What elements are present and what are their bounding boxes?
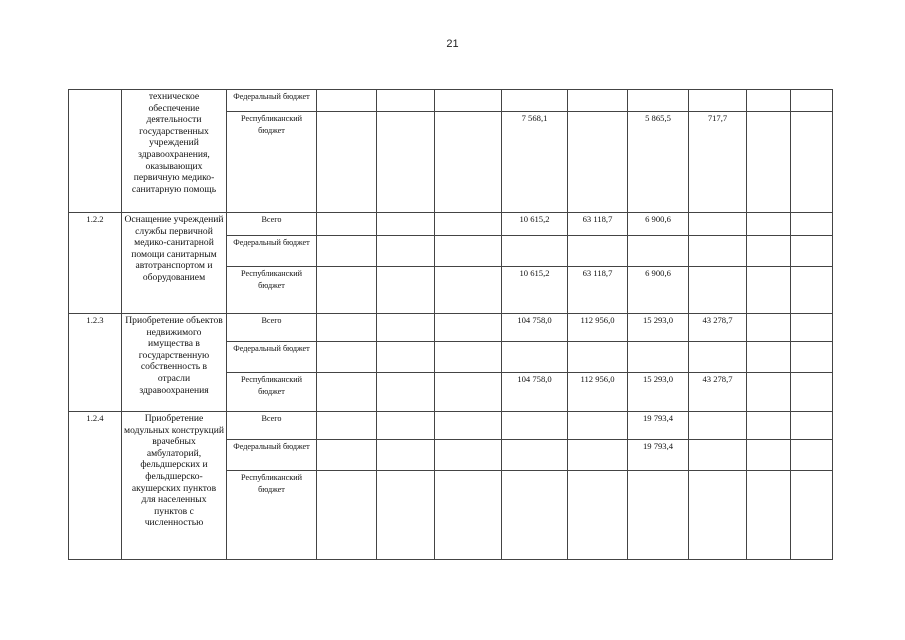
table-row <box>69 412 833 440</box>
value-cell <box>791 112 833 213</box>
value-cell <box>628 342 689 373</box>
value-cell <box>689 471 747 560</box>
value-cell <box>747 112 791 213</box>
value-cell: 104 758,0 <box>502 373 568 412</box>
item-code: 1.2.3 <box>69 314 122 412</box>
value-cell <box>502 342 568 373</box>
value-cell <box>435 440 502 471</box>
value-cell <box>502 236 568 267</box>
value-cell <box>568 236 628 267</box>
value-cell <box>791 213 833 236</box>
funding-source: Федеральный бюджет <box>227 342 317 373</box>
value-cell <box>377 213 435 236</box>
value-cell <box>377 342 435 373</box>
value-cell <box>317 213 377 236</box>
value-cell <box>628 471 689 560</box>
value-cell: 6 900,6 <box>628 267 689 314</box>
value-cell <box>317 90 377 112</box>
value-cell <box>377 236 435 267</box>
value-cell <box>435 267 502 314</box>
value-cell: 10 615,2 <box>502 213 568 236</box>
value-cell: 6 900,6 <box>628 213 689 236</box>
value-cell: 10 615,2 <box>502 267 568 314</box>
page-number: 21 <box>446 38 459 50</box>
value-cell <box>502 90 568 112</box>
value-cell <box>317 314 377 342</box>
value-cell <box>791 471 833 560</box>
funding-source: Федеральный бюджет <box>227 90 317 112</box>
value-cell: 5 865,5 <box>628 112 689 213</box>
value-cell <box>791 90 833 112</box>
value-cell <box>435 342 502 373</box>
value-cell <box>435 236 502 267</box>
value-cell <box>791 373 833 412</box>
table-row <box>69 90 833 112</box>
item-name: Приобретение объектов недвижимого имущества в государственную собственность в отрасли здравоохранения <box>122 314 227 412</box>
value-cell <box>377 471 435 560</box>
value-cell: 104 758,0 <box>502 314 568 342</box>
value-cell <box>689 342 747 373</box>
value-cell <box>502 412 568 440</box>
item-code: 1.2.2 <box>69 213 122 314</box>
value-cell: 63 118,7 <box>568 267 628 314</box>
budget-table <box>68 89 833 560</box>
value-cell <box>747 314 791 342</box>
value-cell <box>435 314 502 342</box>
value-cell <box>747 213 791 236</box>
item-name: техническое обеспечение деятельности государственных учреждений здравоохранения, оказывающих первичную медико-санитарную помощь <box>122 90 227 213</box>
value-cell <box>568 112 628 213</box>
item-code: 1.2.4 <box>69 412 122 560</box>
value-cell: 43 278,7 <box>689 314 747 342</box>
value-cell: 112 956,0 <box>568 373 628 412</box>
value-cell: 7 568,1 <box>502 112 568 213</box>
value-cell <box>317 471 377 560</box>
value-cell <box>689 213 747 236</box>
value-cell <box>435 373 502 412</box>
value-cell <box>747 471 791 560</box>
funding-source: Республиканский бюджет <box>227 112 317 213</box>
funding-source: Всего <box>227 213 317 236</box>
value-cell <box>568 90 628 112</box>
value-cell <box>435 471 502 560</box>
value-cell <box>568 412 628 440</box>
value-cell <box>791 440 833 471</box>
value-cell <box>317 267 377 314</box>
value-cell: 63 118,7 <box>568 213 628 236</box>
value-cell <box>747 267 791 314</box>
value-cell <box>791 342 833 373</box>
value-cell: 717,7 <box>689 112 747 213</box>
value-cell <box>435 412 502 440</box>
funding-source: Всего <box>227 412 317 440</box>
funding-source: Федеральный бюджет <box>227 236 317 267</box>
value-cell <box>747 236 791 267</box>
value-cell <box>689 90 747 112</box>
value-cell <box>377 373 435 412</box>
table-row <box>69 213 833 236</box>
value-cell: 15 293,0 <box>628 373 689 412</box>
value-cell <box>435 213 502 236</box>
value-cell <box>377 112 435 213</box>
value-cell <box>628 90 689 112</box>
value-cell <box>791 267 833 314</box>
value-cell <box>568 471 628 560</box>
value-cell <box>435 112 502 213</box>
item-name: Приобретение модульных конструкций врачебных амбулаторий, фельдшерских и фельдшерско-акушерских пунктов для населенных пунктов с численностью <box>122 412 227 560</box>
item-name: Оснащение учреждений службы первичной медико-санитарной помощи санитарным автотранспортом и оборудованием <box>122 213 227 314</box>
value-cell <box>747 373 791 412</box>
value-cell <box>377 267 435 314</box>
value-cell <box>791 412 833 440</box>
value-cell <box>689 236 747 267</box>
value-cell <box>791 236 833 267</box>
value-cell: 15 293,0 <box>628 314 689 342</box>
value-cell <box>317 412 377 440</box>
value-cell <box>747 412 791 440</box>
funding-source: Федеральный бюджет <box>227 440 317 471</box>
funding-source: Республиканский бюджет <box>227 373 317 412</box>
value-cell <box>502 440 568 471</box>
value-cell <box>435 90 502 112</box>
value-cell: 19 793,4 <box>628 440 689 471</box>
value-cell: 19 793,4 <box>628 412 689 440</box>
value-cell: 43 278,7 <box>689 373 747 412</box>
value-cell <box>377 90 435 112</box>
funding-source: Всего <box>227 314 317 342</box>
value-cell <box>317 342 377 373</box>
value-cell <box>568 440 628 471</box>
value-cell <box>689 267 747 314</box>
value-cell <box>791 314 833 342</box>
value-cell <box>747 342 791 373</box>
value-cell <box>377 440 435 471</box>
value-cell <box>317 373 377 412</box>
value-cell: 112 956,0 <box>568 314 628 342</box>
value-cell <box>568 342 628 373</box>
value-cell <box>628 236 689 267</box>
value-cell <box>317 440 377 471</box>
funding-source: Республиканский бюджет <box>227 267 317 314</box>
value-cell <box>377 412 435 440</box>
value-cell <box>747 90 791 112</box>
value-cell <box>377 314 435 342</box>
value-cell <box>317 236 377 267</box>
value-cell <box>689 412 747 440</box>
value-cell <box>317 112 377 213</box>
value-cell <box>747 440 791 471</box>
item-code <box>69 90 122 213</box>
funding-source: Республиканский бюджет <box>227 471 317 560</box>
value-cell <box>689 440 747 471</box>
value-cell <box>502 471 568 560</box>
table-row <box>69 314 833 342</box>
